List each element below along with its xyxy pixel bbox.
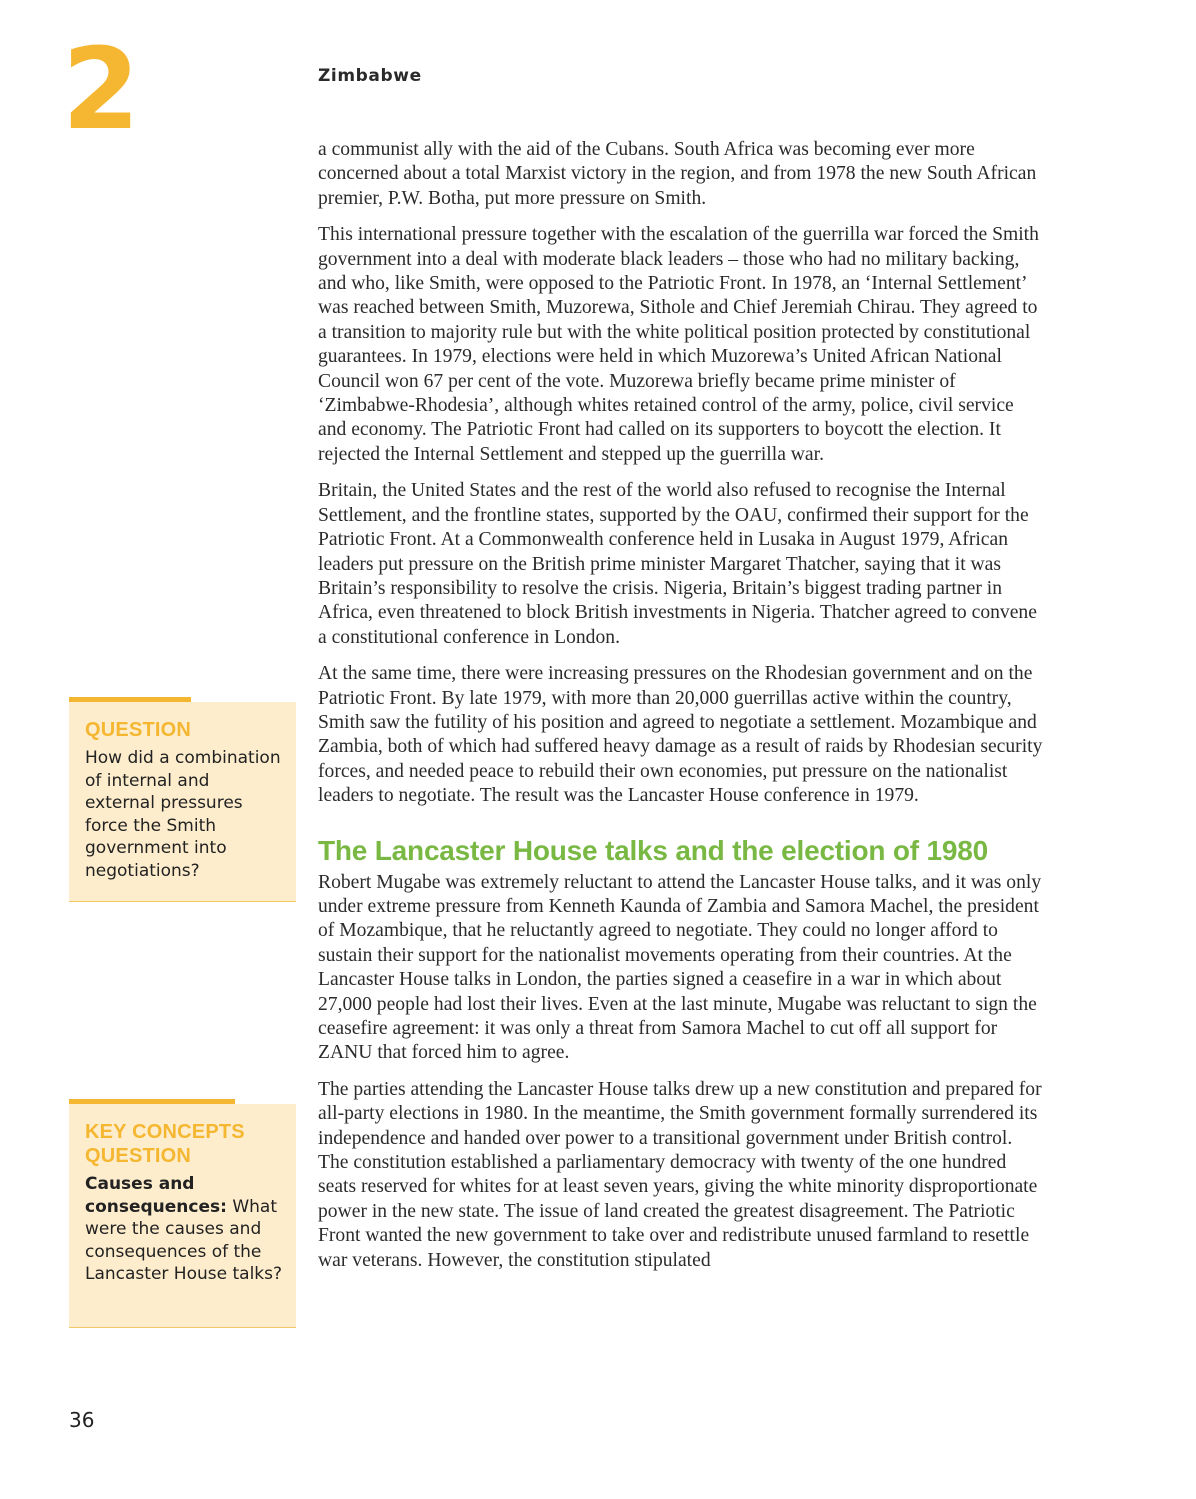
question-box-text: How did a combination of internal and external pressures force the Smith government into negotiations?: [85, 748, 281, 881]
running-head: Zimbabwe: [318, 66, 422, 86]
question-box-title: QUESTION: [85, 719, 192, 741]
section-heading: The Lancaster House talks and the election of 1980: [318, 834, 988, 866]
question-box: [69, 702, 296, 902]
question-box-accent-bar: [69, 697, 191, 702]
key-concepts-question: What were the causes and consequences of the Lancaster House talks?: [85, 1196, 283, 1285]
main-text-column: [318, 138, 1046, 1285]
body-paragraph: The parties attending the Lancaster House talks drew up a new constitution and prepared for all-party elections in 1980. In the meantime, the Smith government formally surrendered its independence and handed over power to a transitional government under British control. The constitution established a parliamentary democracy with twenty of the one hundred seats reserved for whites for at least seven years, giving the white minority disproportionate power in the new state. The issue of land created the greatest disagreement. The Patriotic Front wanted the new government to take over and redistribute unused farmland to resettle war veterans. However, the constitution stipulated: [318, 1078, 1042, 1271]
page-number: 36: [69, 1408, 95, 1432]
key-concepts-box-title: KEY CONCEPTS QUESTION: [85, 1121, 245, 1167]
body-paragraph: Britain, the United States and the rest of the world also refused to recognise the Internal Settlement, and the frontline states, supported by the OAU, confirmed their support for the Patriotic Front. At a Commonwealth conference held in Lusaka in August 1979, African leaders put pressure on the British prime minister Margaret Thatcher, saying that it was Britain’s responsibility to resolve the crisis. Nigeria, Britain’s biggest trading partner in Africa, even threatened to block British investments in Nigeria. Thatcher agreed to convene a constitutional conference in London.: [318, 480, 1037, 648]
body-paragraph: At the same time, there were increasing pressures on the Rhodesian government and on the Patriotic Front. By late 1979, with more than 20,000 guerrillas active within the country, Smith saw the futility of his position and agreed to negotiate a settlement. Mozambique and Zambia, both of which had suffered heavy damage as a result of raids by Rhodesian security forces, and needed peace to rebuild their own economies, put pressure on the nationalist leaders to negotiate. The result was the Lancaster House conference in 1979.: [318, 663, 1043, 807]
body-paragraph: Robert Mugabe was extremely reluctant to attend the Lancaster House talks, and it was only under extreme pressure from Kenneth Kaunda of Zambia and Samora Machel, the president of Mozambique, that he reluctantly agreed to negotiate. They could no longer afford to sustain their support for the nationalist movements operating from their countries. At the Lancaster House talks in London, the parties signed a ceasefire in a war in which about 27,000 people had lost their lives. Even at the last minute, Mugabe was reluctant to sign the ceasefire agreement: it was only a threat from Samora Machel to cut off all support for ZANU that forced him to agree.: [318, 871, 1042, 1064]
chapter-number: 2: [62, 25, 138, 155]
body-paragraph: a communist ally with the aid of the Cubans. South Africa was becoming ever more concerned about a total Marxist victory in the region, and from 1978 the new South African premier, P.W. Botha, put more pressure on Smith.: [318, 139, 1037, 209]
key-concepts-box-text: [85, 1173, 282, 1286]
key-concepts-lead: Causes and consequences:: [85, 1174, 227, 1217]
key-concepts-box-accent-bar: [69, 1099, 235, 1104]
key-concepts-box: [69, 1104, 296, 1328]
body-paragraph: This international pressure together with the escalation of the guerrilla war forced the Smith government into a deal with moderate black leaders – those who had no military backing, and who, like Smith, were opposed to the Patriotic Front. In 1978, an ‘Internal Settlement’ was reached between Smith, Muzorewa, Sithole and Chief Jeremiah Chirau. They agreed to a transition to majority rule but with the white political position protected by constitutional guarantees. In 1979, elections were held in which Muzorewa’s United African National Council won 67 per cent of the vote. Muzorewa briefly became prime minister of ‘Zimbabwe-Rhodesia’, although whites retained control of the army, police, civil service and economy. The Patriotic Front had called on its supporters to boycott the election. It rejected the Internal Settlement and stepped up the guerrilla war.: [318, 224, 1039, 465]
